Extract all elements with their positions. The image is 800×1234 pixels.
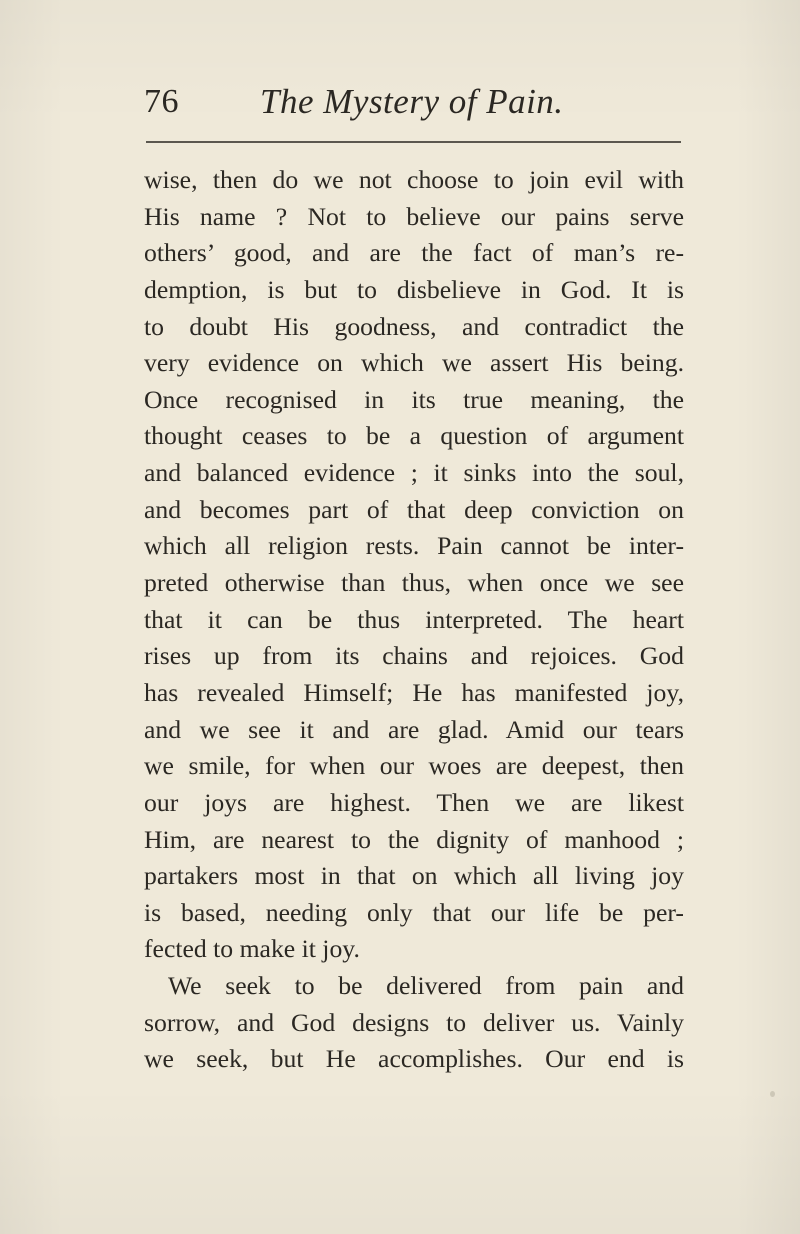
text-line: we smile, for when our woes are deepest, then (144, 751, 684, 781)
text-line: our joys are highest. Then we are likest (144, 787, 684, 817)
text-line: is based, needing only that our life be per- (144, 897, 684, 927)
text-line: sorrow, and God designs to deliver us. Vainly (144, 1007, 684, 1037)
text-line: we seek, but He accomplishes. Our end is (144, 1044, 684, 1074)
text-line: partakers most in that on which all living joy (144, 861, 684, 891)
paper-spot (770, 1091, 775, 1097)
running-title: The Mystery of Pain. (260, 82, 564, 121)
page-number: 76 (144, 83, 179, 120)
text-line: others’ good, and are the fact of man’s re- (144, 238, 684, 268)
text-line: fected to make it joy. (144, 934, 360, 964)
text-line: that it can be thus interpreted. The heart (144, 604, 684, 634)
text-line: preted otherwise than thus, when once we see (144, 568, 684, 598)
body-text (144, 162, 684, 1078)
text-line: His name ? Not to believe our pains serve (144, 201, 684, 231)
text-line: wise, then do we not choose to join evil with (144, 165, 684, 194)
text-line: Him, are nearest to the dignity of manhood ; (144, 824, 684, 854)
paper-spot (470, 690, 472, 692)
text-line: very evidence on which we assert His being. (144, 348, 684, 378)
header-rule (146, 141, 681, 143)
text-line: has revealed Himself; He has manifested joy, (144, 677, 684, 707)
text-line: and becomes part of that deep conviction on (144, 494, 684, 524)
text-line: and balanced evidence ; it sinks into the soul, (144, 458, 684, 488)
text-line: which all religion rests. Pain cannot be inter- (144, 531, 684, 561)
text-line: rises up from its chains and rejoices. God (144, 641, 684, 671)
text-line: We seek to be delivered from pain and (168, 971, 684, 1001)
text-line: thought ceases to be a question of argument (144, 421, 684, 451)
text-line: to doubt His goodness, and contradict the (144, 311, 684, 341)
text-line: and we see it and are glad. Amid our tears (144, 714, 684, 744)
text-line: Once recognised in its true meaning, the (144, 384, 684, 414)
text-line: demption, is but to disbelieve in God. It is (144, 274, 684, 304)
page-header (144, 78, 684, 126)
